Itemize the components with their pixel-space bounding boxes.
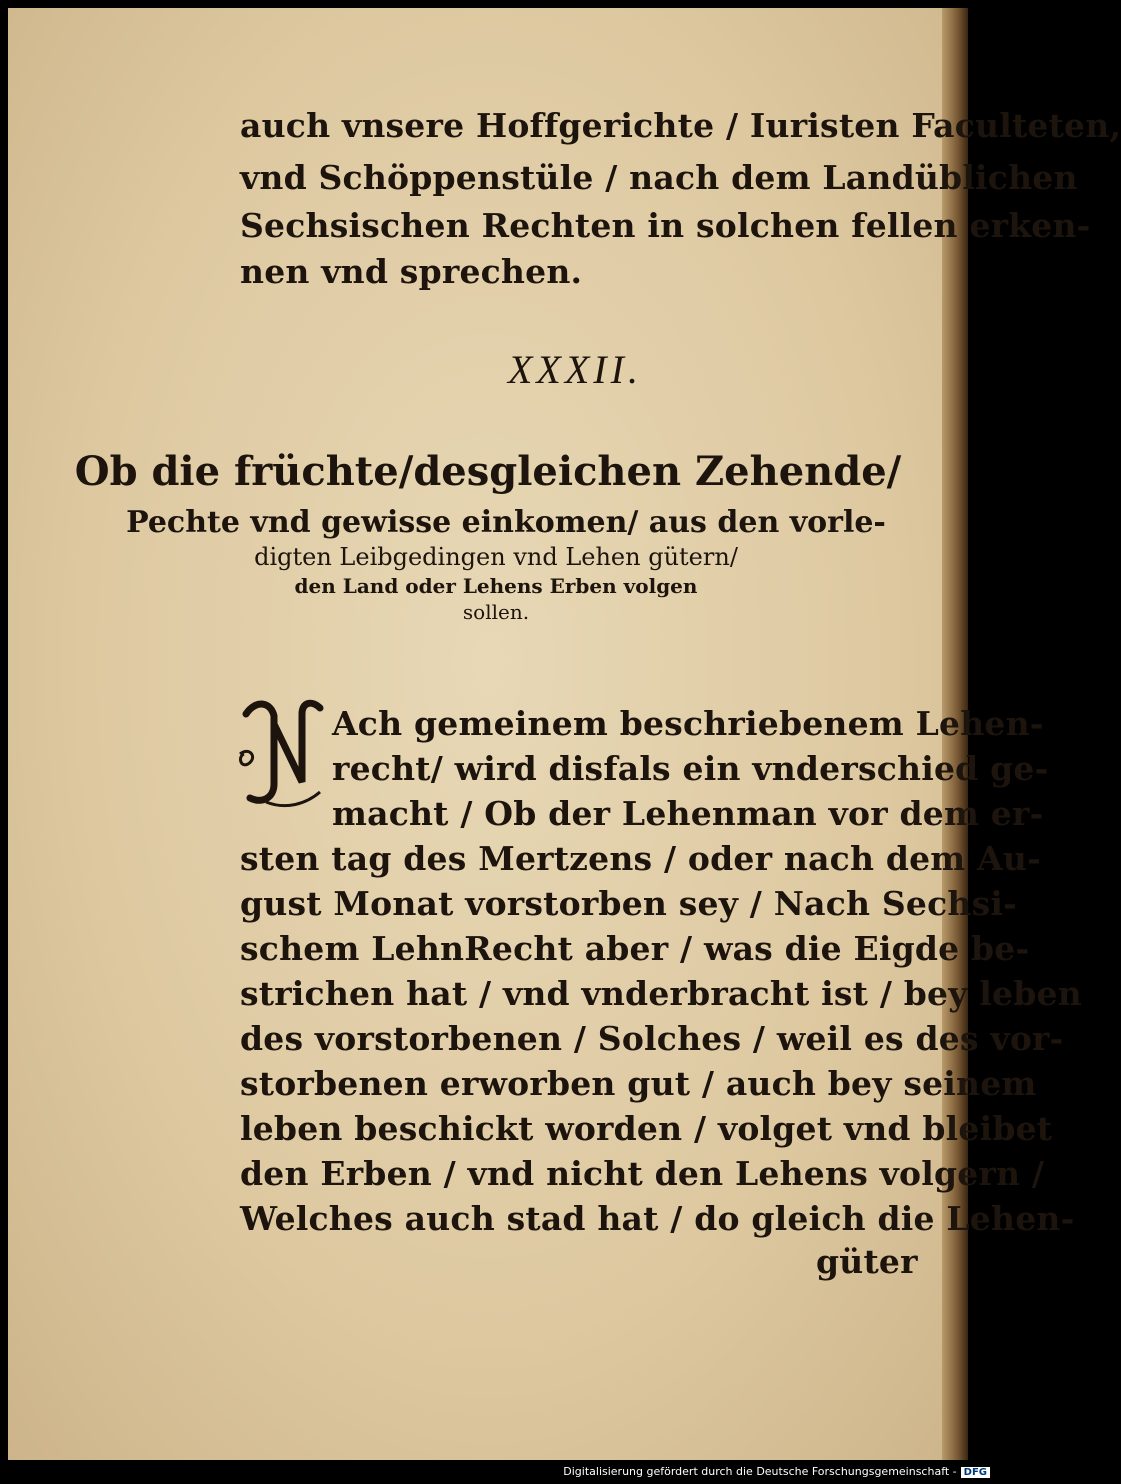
text-line: Welches auch stad hat / do gleich die Lehen- [240,1199,1075,1238]
text-line: strichen hat / vnd vnderbracht ist / bey leben [240,974,1082,1013]
credit-text: Digitalisierung gefördert durch die Deutsche Forschungsgemeinschaft - [563,1465,957,1478]
section-number: XXXII. [508,347,642,392]
text-line: Ach gemeinem beschriebenem Lehen- [332,704,1044,743]
section-heading-line: sollen. [462,600,530,624]
digitization-credit [563,1465,990,1478]
section-heading-line: Pechte vnd gewisse einkomen/ aus den vorle- [126,505,886,540]
text-line: leben beschickt worden / volget vnd bleibet [240,1109,1053,1148]
text-line: des vorstorbenen / Solches / weil es des vor- [240,1019,1064,1058]
text-line: storbenen erworben gut / auch bey seinem [240,1064,1037,1103]
text-line: macht / Ob der Lehenman vor dem er- [332,794,1044,833]
section-heading-line: digten Leibgedingen vnd Lehen gütern/ [254,543,738,571]
text-line: nen vnd sprechen. [240,252,583,291]
text-line: auch vnsere Hoffgerichte / Iuristen Faculteten, [240,106,1121,145]
text-line: schem LehnRecht aber / was die Eigde be- [240,929,1030,968]
text-line: gust Monat vorstorben sey / Nach Sechsi- [240,884,1017,923]
dfg-logo: DFG [961,1467,990,1478]
section-heading-line: Ob die früchte/desgleichen Zehende/ [74,448,902,495]
text-line: vnd Schöppenstüle / nach dem Landüblichen [240,158,1078,197]
decorated-initial [236,694,326,814]
text-line: den Erben / vnd nicht den Lehens volgern / [240,1154,1045,1193]
text-line: recht/ wird disfals ein vnderschied ge- [332,749,1049,788]
scanned-page [8,8,1121,1460]
initial-letter: N [276,753,295,777]
text-line: sten tag des Mertzens / oder nach dem Au- [240,839,1041,878]
section-heading-line: den Land oder Lehens Erben volgen [294,574,698,598]
catchword: güter [816,1242,918,1281]
text-line: Sechsischen Rechten in solchen fellen erken- [240,206,1091,245]
